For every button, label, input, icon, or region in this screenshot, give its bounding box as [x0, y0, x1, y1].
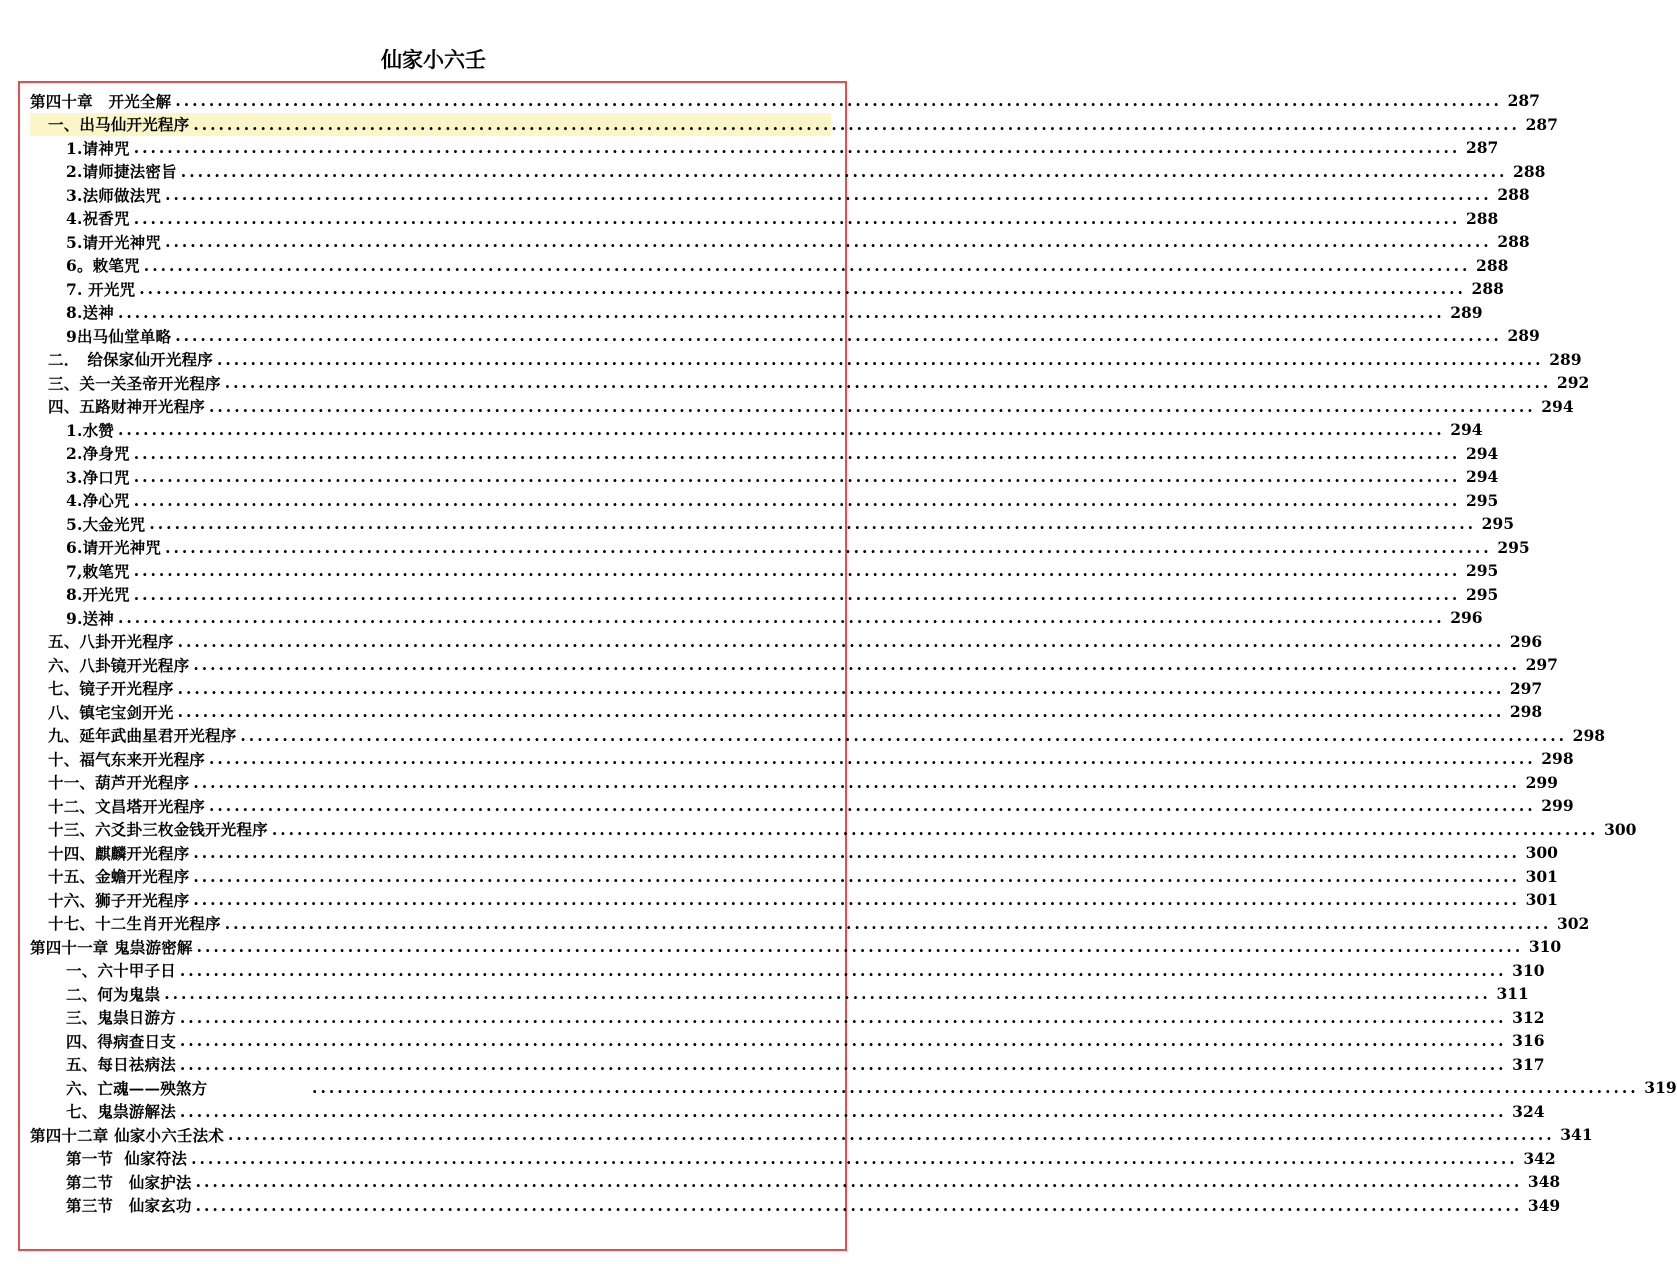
- toc-entry-page-number: 311: [1496, 984, 1529, 1004]
- toc-entry[interactable]: [30, 724, 1606, 748]
- toc-entry-page-number: 287: [1525, 114, 1558, 134]
- toc-entry[interactable]: [30, 465, 1499, 489]
- toc-entry-title: 第二节 仙家护法: [66, 1172, 192, 1192]
- toc-entry[interactable]: [30, 1147, 1556, 1171]
- toc-leader-dots: ..............................................................................................................................................................: [179, 1054, 1507, 1074]
- toc-entry-title: 三、关一关圣帝开光程序: [48, 373, 221, 393]
- toc-leader-dots: ..............................................................................................................................................................: [195, 1195, 1523, 1215]
- toc-leader-dots: ..............................................................................................................................................................: [149, 514, 1476, 534]
- toc-leader-dots: ..............................................................................................................................................................: [139, 279, 1466, 299]
- toc-entry[interactable]: [30, 653, 1558, 677]
- toc-leader-dots: ..............................................................................................................................................................: [133, 138, 1461, 158]
- toc-leader-dots: ..............................................................................................................................................................: [228, 1125, 1555, 1145]
- toc-entry-page-number: 296: [1450, 608, 1483, 628]
- toc-leader-dots: ..............................................................................................................................................................: [209, 796, 1536, 816]
- clipped-text-fragment: [60, 1254, 760, 1264]
- toc-leader-dots: ..............................................................................................................................................................: [193, 890, 1520, 910]
- toc-leader-dots: ..............................................................................................................................................................: [164, 984, 1491, 1004]
- toc-entry-title: 第三节 仙家玄功: [66, 1196, 192, 1216]
- toc-leader-dots: ..............................................................................................................................................................: [224, 373, 1552, 393]
- toc-entry-title: 9.送神: [66, 608, 114, 628]
- toc-entry-page-number: 341: [1560, 1125, 1593, 1145]
- toc-entry[interactable]: [30, 865, 1558, 889]
- toc-entry[interactable]: [30, 395, 1574, 419]
- toc-entry[interactable]: [30, 1029, 1545, 1053]
- toc-leader-dots: ..............................................................................................................................................................: [312, 1078, 1639, 1098]
- toc-entry[interactable]: [30, 230, 1530, 254]
- toc-entry-page-number: 295: [1465, 490, 1499, 510]
- toc-leader-dots: ..............................................................................................................................................................: [193, 866, 1520, 886]
- toc-entry-title: 二、何为鬼祟: [66, 984, 161, 1004]
- toc-entry[interactable]: [30, 841, 1558, 865]
- toc-entry-title: 2.请师捷法密旨: [66, 162, 177, 182]
- toc-entry-page-number: 299: [1541, 796, 1574, 816]
- toc-entry-title: 十三、六爻卦三枚金钱开光程序: [48, 820, 268, 840]
- toc-entry-title: 5.请开光神咒: [66, 232, 162, 252]
- toc-entry-title: 十一、葫芦开光程序: [48, 773, 190, 793]
- toc-entry-page-number: 287: [1507, 91, 1540, 111]
- toc-entry-page-number: 288: [1513, 161, 1546, 181]
- toc-entry-page-number: 300: [1525, 843, 1558, 863]
- toc-entry[interactable]: [30, 183, 1530, 207]
- toc-entry-title: 十、福气东来开光程序: [48, 749, 206, 769]
- toc-entry-title: 十二、文昌塔开光程序: [48, 796, 206, 816]
- toc-entry-title: 十五、金蟾开光程序: [48, 867, 190, 887]
- toc-entry-title: 第一节 仙家符法: [66, 1149, 188, 1169]
- toc-entry[interactable]: [30, 442, 1499, 466]
- toc-entry[interactable]: [30, 1123, 1593, 1147]
- toc-entry-title: 8.开光咒: [66, 585, 130, 605]
- toc-entry[interactable]: [30, 677, 1543, 701]
- toc-leader-dots: ..............................................................................................................................................................: [133, 584, 1461, 604]
- toc-leader-dots: ..............................................................................................................................................................: [133, 467, 1461, 487]
- toc-entry[interactable]: [30, 959, 1545, 983]
- toc-leader-dots: ..............................................................................................................................................................: [177, 631, 1505, 651]
- toc-entry[interactable]: [30, 606, 1483, 630]
- toc-entry-page-number: 324: [1512, 1101, 1545, 1121]
- toc-entry-title: 一、六十甲子日: [66, 961, 176, 981]
- document-title: 仙家小六壬: [381, 48, 486, 72]
- toc-entry-title: 十六、狮子开光程序: [48, 890, 190, 910]
- toc-entry[interactable]: [30, 1006, 1545, 1030]
- toc-entry-title: 四、得病查日支: [66, 1031, 176, 1051]
- toc-entry-title: 八、镇宅宝剑开光: [48, 702, 174, 722]
- toc-entry-page-number: 288: [1471, 279, 1504, 299]
- toc-entry-title: 九、延年武曲星君开光程序: [48, 726, 237, 746]
- toc-leader-dots: ..............................................................................................................................................................: [191, 1148, 1518, 1168]
- toc-entry-title: 7,敕笔咒: [66, 561, 130, 581]
- toc-entry[interactable]: [30, 982, 1529, 1006]
- toc-entry-title: 6.请开光神咒: [66, 538, 162, 558]
- toc-entry-page-number: 301: [1525, 866, 1558, 886]
- toc-leader-dots: ..............................................................................................................................................................: [179, 1007, 1507, 1027]
- toc-leader-dots: ..............................................................................................................................................................: [209, 396, 1536, 416]
- toc-entry-page-number: 294: [1450, 420, 1483, 440]
- toc-leader-dots: ..............................................................................................................................................................: [175, 326, 1502, 346]
- toc-leader-dots: ..............................................................................................................................................................: [117, 302, 1445, 322]
- toc-entry-title: 2.净身咒: [66, 444, 130, 464]
- toc-entry-page-number: 348: [1527, 1172, 1561, 1192]
- toc-entry-title: 三、鬼祟日游方: [66, 1008, 176, 1028]
- toc-entry[interactable]: [30, 277, 1504, 301]
- toc-entry-page-number: 292: [1556, 373, 1590, 393]
- toc-leader-dots: ..............................................................................................................................................................: [271, 819, 1599, 839]
- toc-entry[interactable]: [30, 136, 1499, 160]
- toc-entry[interactable]: [30, 771, 1558, 795]
- toc-entry-page-number: 349: [1527, 1195, 1561, 1215]
- toc-entry-title: 5.大金光咒: [66, 514, 146, 534]
- toc-entry-page-number: 319: [1644, 1078, 1677, 1098]
- toc-entry-title: 十四、麒麟开光程序: [48, 843, 190, 863]
- toc-entry-page-number: 288: [1465, 208, 1499, 228]
- toc-entry-page-number: 294: [1465, 467, 1499, 487]
- toc-entry[interactable]: [30, 1170, 1561, 1194]
- toc-entry[interactable]: [30, 1076, 1677, 1100]
- toc-entry-page-number: 302: [1556, 913, 1590, 933]
- toc-entry-title: 一、出马仙开光程序: [48, 115, 190, 135]
- toc-entry-title: 3.净口咒: [66, 467, 130, 487]
- toc-entry-page-number: 295: [1465, 561, 1499, 581]
- toc-entry-page-number: 294: [1541, 396, 1574, 416]
- toc-entry[interactable]: [30, 512, 1514, 536]
- toc-entry-page-number: 297: [1509, 678, 1543, 698]
- table-of-contents: [30, 89, 1677, 1217]
- toc-entry-page-number: 342: [1523, 1148, 1556, 1168]
- toc-entry-page-number: 312: [1512, 1007, 1545, 1027]
- toc-entry-page-number: 317: [1512, 1054, 1545, 1074]
- toc-leader-dots: ..............................................................................................................................................................: [177, 678, 1505, 698]
- toc-entry-title: 4.净心咒: [66, 491, 130, 511]
- toc-entry-page-number: 288: [1497, 185, 1530, 205]
- toc-entry[interactable]: [30, 935, 1562, 959]
- toc-entry-page-number: 299: [1525, 772, 1558, 792]
- toc-leader-dots: ..............................................................................................................................................................: [117, 420, 1445, 440]
- toc-entry-page-number: 289: [1549, 349, 1582, 369]
- toc-entry-title: 4.祝香咒: [66, 209, 130, 229]
- toc-entry-page-number: 300: [1604, 819, 1637, 839]
- toc-entry[interactable]: [30, 489, 1499, 513]
- toc-entry-title: 第四十一章 鬼祟游密解: [30, 937, 193, 957]
- toc-leader-dots: ..............................................................................................................................................................: [175, 91, 1502, 111]
- toc-entry-page-number: 297: [1525, 655, 1558, 675]
- toc-leader-dots: ..............................................................................................................................................................: [209, 749, 1536, 769]
- toc-entry-title: 6。敕笔咒: [66, 256, 140, 276]
- toc-entry-page-number: 294: [1465, 443, 1499, 463]
- toc-entry[interactable]: [30, 1053, 1545, 1077]
- toc-entry[interactable]: [30, 912, 1590, 936]
- toc-entry[interactable]: [30, 747, 1574, 771]
- toc-entry-title: 五、每日祛病法: [66, 1055, 176, 1075]
- toc-entry-title: 四、五路财神开光程序: [48, 397, 206, 417]
- toc-entry-page-number: 296: [1509, 631, 1543, 651]
- toc-entry[interactable]: [30, 324, 1540, 348]
- toc-leader-dots: ..............................................................................................................................................................: [165, 232, 1492, 252]
- toc-entry[interactable]: [30, 536, 1530, 560]
- toc-entry-title: 十七、十二生肖开光程序: [48, 914, 221, 934]
- toc-entry-title: 1.水赞: [66, 420, 114, 440]
- toc-leader-dots: ..............................................................................................................................................................: [179, 960, 1507, 980]
- toc-entry[interactable]: [30, 371, 1590, 395]
- toc-entry[interactable]: [30, 207, 1499, 231]
- toc-entry-title: 3.法师做法咒: [66, 185, 162, 205]
- toc-leader-dots: ..............................................................................................................................................................: [193, 843, 1520, 863]
- toc-entry[interactable]: [30, 254, 1509, 278]
- toc-entry-page-number: 316: [1512, 1031, 1545, 1051]
- toc-entry-title: 9出马仙堂单略: [66, 326, 172, 346]
- toc-entry[interactable]: [30, 160, 1546, 184]
- toc-entry-page-number: 287: [1465, 138, 1499, 158]
- toc-leader-dots: ..............................................................................................................................................................: [193, 114, 1520, 134]
- toc-entry-page-number: 298: [1572, 725, 1606, 745]
- toc-leader-dots: ..............................................................................................................................................................: [179, 1101, 1507, 1121]
- toc-entry[interactable]: [30, 418, 1483, 442]
- toc-entry-title: 8.送神: [66, 303, 114, 323]
- toc-entry-title: 六、八卦镜开光程序: [48, 655, 190, 675]
- table-of-contents-frame: [18, 81, 1677, 1251]
- toc-entry[interactable]: [30, 818, 1637, 842]
- toc-entry-page-number: 310: [1512, 960, 1545, 980]
- toc-entry-page-number: 301: [1525, 890, 1558, 910]
- toc-entry-page-number: 295: [1481, 514, 1514, 534]
- toc-leader-dots: ..............................................................................................................................................................: [240, 725, 1568, 745]
- toc-entry-page-number: 310: [1528, 937, 1562, 957]
- toc-entry-page-number: 295: [1465, 584, 1499, 604]
- toc-leader-dots: ..............................................................................................................................................................: [216, 349, 1544, 369]
- toc-entry[interactable]: [30, 1100, 1545, 1124]
- toc-leader-dots: ..............................................................................................................................................................: [165, 185, 1492, 205]
- toc-entry-page-number: 298: [1509, 702, 1543, 722]
- toc-entry-title: 七、鬼祟游解法: [66, 1102, 176, 1122]
- toc-entry-title: 五、八卦开光程序: [48, 632, 174, 652]
- toc-leader-dots: ..............................................................................................................................................................: [133, 561, 1461, 581]
- toc-leader-dots: ..............................................................................................................................................................: [193, 655, 1520, 675]
- toc-entry-title: 六、亡魂——殃煞方: [66, 1078, 309, 1098]
- toc-entry-page-number: 295: [1497, 537, 1530, 557]
- toc-entry-title: 1.请神咒: [66, 138, 130, 158]
- toc-entry-page-number: 288: [1497, 232, 1530, 252]
- toc-entry-page-number: 289: [1450, 302, 1483, 322]
- toc-entry-title: 7. 开光咒: [66, 279, 136, 299]
- toc-leader-dots: ..............................................................................................................................................................: [180, 161, 1508, 181]
- toc-entry[interactable]: [30, 301, 1483, 325]
- toc-leader-dots: ..............................................................................................................................................................: [133, 208, 1461, 228]
- toc-leader-dots: ..............................................................................................................................................................: [179, 1031, 1507, 1051]
- toc-entry-title: 第四十二章 仙家小六壬法术: [30, 1125, 224, 1145]
- toc-leader-dots: ..............................................................................................................................................................: [117, 608, 1445, 628]
- toc-entry[interactable]: [30, 559, 1499, 583]
- toc-entry[interactable]: [30, 794, 1574, 818]
- toc-entry-page-number: 298: [1541, 749, 1574, 769]
- toc-entry[interactable]: [30, 700, 1543, 724]
- toc-leader-dots: ..............................................................................................................................................................: [177, 702, 1505, 722]
- toc-entry[interactable]: [30, 1194, 1561, 1218]
- toc-leader-dots: ..............................................................................................................................................................: [133, 490, 1461, 510]
- toc-entry-title: 七、镜子开光程序: [48, 679, 174, 699]
- toc-leader-dots: ..............................................................................................................................................................: [165, 537, 1492, 557]
- toc-entry[interactable]: [30, 89, 1540, 113]
- toc-leader-dots: ..............................................................................................................................................................: [196, 937, 1524, 957]
- toc-entry-page-number: 289: [1507, 326, 1540, 346]
- toc-entry[interactable]: [30, 113, 1558, 137]
- toc-entry-title: 二． 给保家仙开光程序: [48, 350, 213, 370]
- toc-leader-dots: ..............................................................................................................................................................: [224, 913, 1552, 933]
- toc-entry[interactable]: [30, 583, 1499, 607]
- toc-leader-dots: ..............................................................................................................................................................: [193, 772, 1520, 792]
- toc-leader-dots: ..............................................................................................................................................................: [133, 443, 1461, 463]
- toc-leader-dots: ..............................................................................................................................................................: [143, 255, 1471, 275]
- toc-entry-title: 第四十章 开光全解: [30, 91, 172, 111]
- toc-entry[interactable]: [30, 630, 1543, 654]
- toc-entry[interactable]: [30, 888, 1558, 912]
- toc-leader-dots: ..............................................................................................................................................................: [195, 1172, 1523, 1192]
- toc-entry-page-number: 288: [1476, 255, 1509, 275]
- toc-entry[interactable]: [30, 348, 1582, 372]
